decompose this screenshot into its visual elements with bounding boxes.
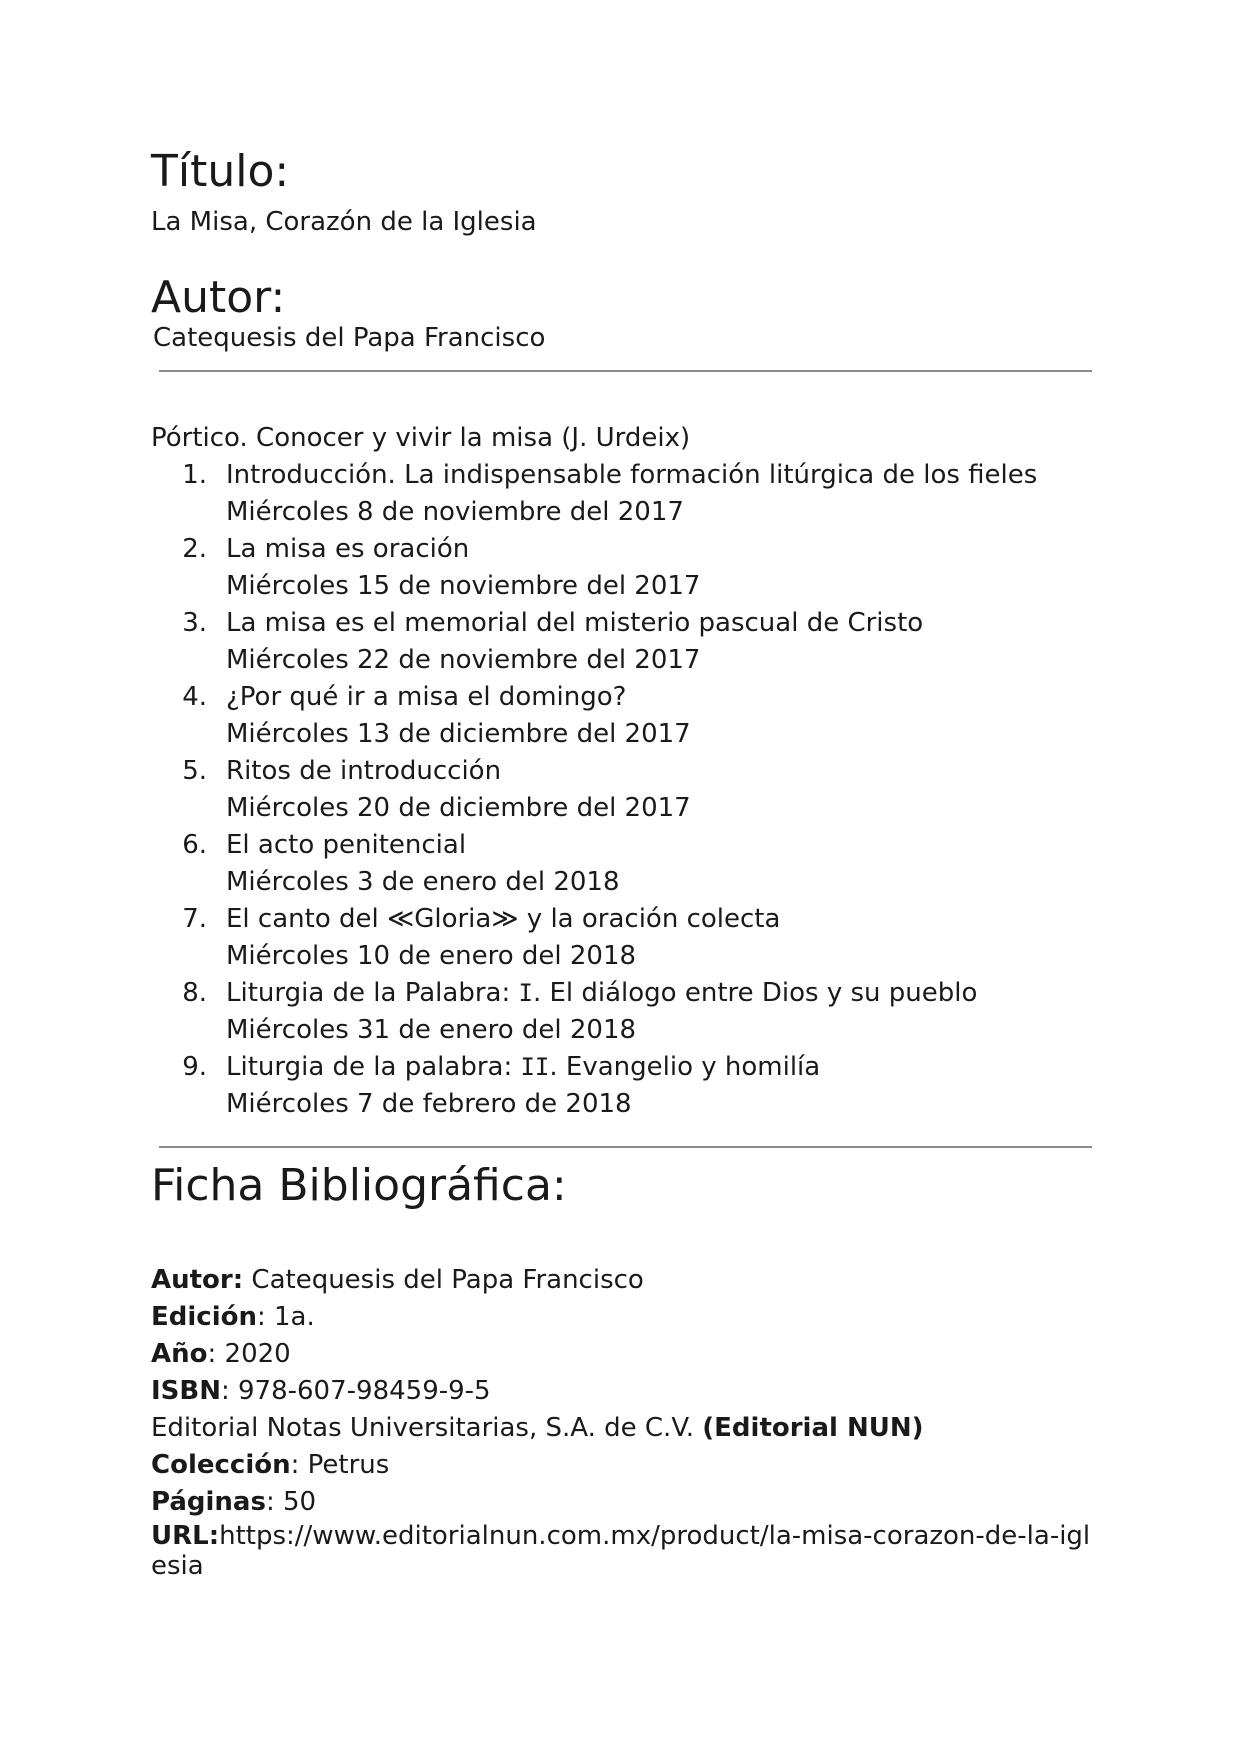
field-anio: Año: 2020 (151, 1339, 291, 1369)
toc-item (151, 679, 1101, 753)
toc-date: Miércoles 3 de enero del 2018 (226, 867, 620, 897)
toc-number: 3. (182, 608, 207, 638)
field-paginas: Páginas: 50 (151, 1487, 317, 1517)
toc-title: Introducción. La indispensable formación litúrgica de los fieles (226, 460, 1038, 490)
toc-number: 1. (182, 460, 207, 490)
toc-item (151, 753, 1101, 827)
divider-bottom (159, 1146, 1092, 1148)
toc-title: La misa es oración (226, 534, 470, 564)
divider-top (159, 370, 1092, 372)
toc-item (151, 1049, 1101, 1123)
portico-line: Pórtico. Conocer y vivir la misa (J. Urdeix) (151, 423, 691, 453)
toc-title: ¿Por qué ir a misa el domingo? (226, 682, 627, 712)
toc-number: 8. (182, 978, 207, 1008)
field-url: URL:https://www.editorialnun.com.mx/product/la-misa-corazon-de-la-iglesia (151, 1521, 1091, 1581)
titulo-heading: Título: (151, 146, 290, 197)
roman-numeral: I (518, 979, 533, 1007)
toc-item (151, 605, 1101, 679)
toc-title: Liturgia de la palabra: II. Evangelio y homilía (226, 1052, 821, 1082)
toc-title: Liturgia de la Palabra: I. El diálogo entre Dios y su pueblo (226, 978, 978, 1008)
field-editorial: Editorial Notas Universitarias, S.A. de C.V. (Editorial NUN) (151, 1413, 924, 1443)
toc-item (151, 901, 1101, 975)
ficha-heading: Ficha Bibliográfica: (151, 1160, 567, 1211)
roman-numeral: II (520, 1053, 550, 1081)
toc-date: Miércoles 15 de noviembre del 2017 (226, 571, 701, 601)
toc-number: 7. (182, 904, 207, 934)
toc-number: 6. (182, 830, 207, 860)
field-isbn: ISBN: 978-607-98459-9-5 (151, 1376, 491, 1406)
toc-date: Miércoles 20 de diciembre del 2017 (226, 793, 691, 823)
toc-title: Ritos de introducción (226, 756, 502, 786)
field-autor: Autor: Catequesis del Papa Francisco (151, 1265, 644, 1295)
toc-number: 9. (182, 1052, 207, 1082)
toc-date: Miércoles 8 de noviembre del 2017 (226, 497, 684, 527)
toc-number: 4. (182, 682, 207, 712)
toc-item (151, 457, 1101, 531)
toc-number: 2. (182, 534, 207, 564)
ficha-fields (151, 1262, 1101, 1581)
toc-title: El canto del ≪Gloria≫ y la oración colecta (226, 904, 781, 934)
toc-date: Miércoles 10 de enero del 2018 (226, 941, 637, 971)
toc-date: Miércoles 7 de febrero de 2018 (226, 1089, 632, 1119)
toc-date: Miércoles 22 de noviembre del 2017 (226, 645, 701, 675)
toc-item (151, 531, 1101, 605)
toc-date: Miércoles 31 de enero del 2018 (226, 1015, 637, 1045)
toc-date: Miércoles 13 de diciembre del 2017 (226, 719, 691, 749)
autor-heading: Autor: (151, 272, 286, 323)
table-of-contents (151, 457, 1101, 1123)
toc-title: El acto penitencial (226, 830, 467, 860)
field-edicion: Edición: 1a. (151, 1302, 315, 1332)
toc-title: La misa es el memorial del misterio pascual de Cristo (226, 608, 924, 638)
url-link[interactable]: https://www.editorialnun.com.mx/product/la-misa-corazon-de-la-iglesia (151, 1521, 1091, 1581)
titulo-value: La Misa, Corazón de la Iglesia (151, 207, 537, 237)
toc-item (151, 975, 1101, 1049)
autor-value: Catequesis del Papa Francisco (153, 323, 546, 353)
field-coleccion: Colección: Petrus (151, 1450, 390, 1480)
toc-item (151, 827, 1101, 901)
toc-number: 5. (182, 756, 207, 786)
